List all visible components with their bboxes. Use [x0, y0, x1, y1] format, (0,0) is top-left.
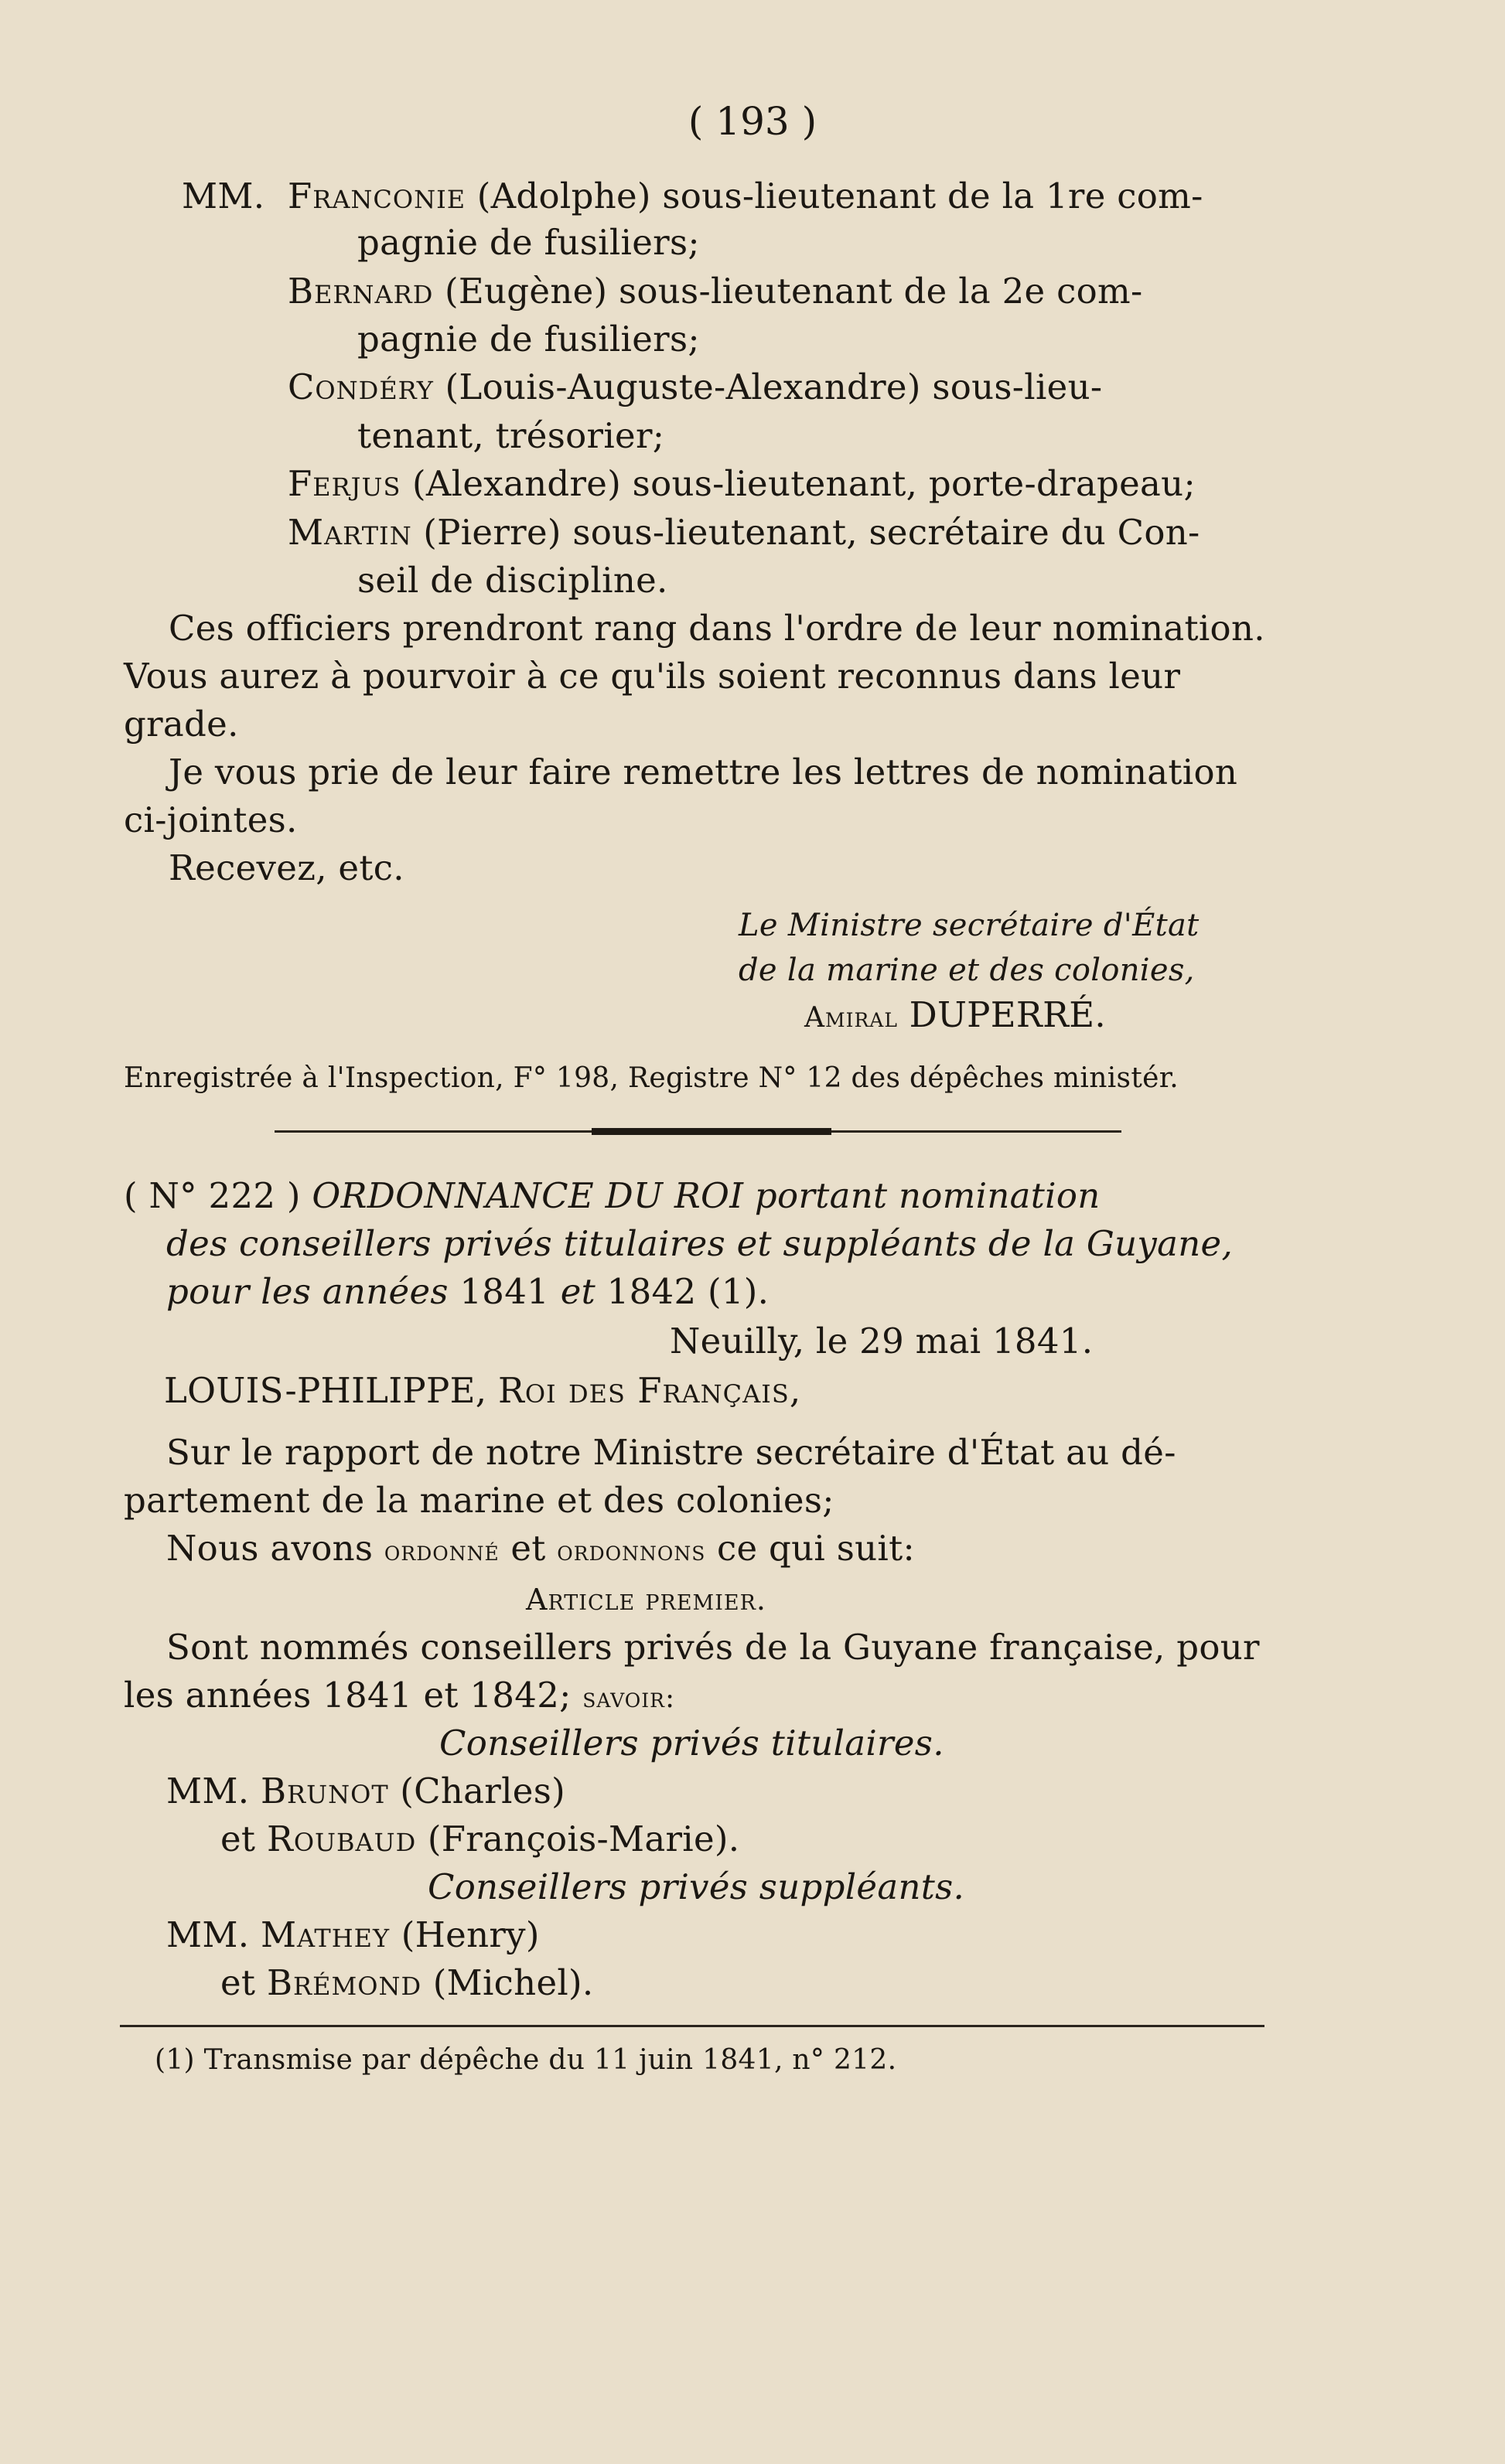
registration-note: Enregistrée à l'Inspection, F° 198, Registre N° 12 des dépêches ministér.	[124, 1062, 1179, 1094]
dateline: Neuilly, le 29 mai 1841.	[670, 1321, 1094, 1362]
officer-text: (Adolphe) sous-lieutenant de la 1re com-	[466, 176, 1203, 216]
officer-name: Ferjus	[288, 463, 401, 504]
officer-text: (Pierre) sous-lieutenant, secrétaire du Con-	[411, 512, 1200, 553]
signature-line: de la marine et des colonies,	[739, 953, 1195, 988]
paragraph-line: grade.	[124, 704, 239, 745]
paragraph-line: partement de la marine et des colonies;	[124, 1480, 834, 1521]
paragraph-line	[166, 1526, 915, 1574]
appointee-line	[220, 1961, 594, 2006]
text-part: et	[510, 1528, 546, 1569]
title-part: 1842 (1).	[606, 1271, 770, 1312]
signature-line: Le Ministre secrétaire d'État	[739, 908, 1200, 943]
text-part: savoir:	[582, 1682, 676, 1714]
officer-row	[288, 510, 1200, 555]
text-part: ordonnons	[557, 1535, 706, 1567]
officers-mm: MM.	[182, 176, 265, 216]
officer-row	[288, 269, 1142, 314]
subheading: Conseillers privés suppléants.	[428, 1866, 965, 1907]
officer-name: Martin	[288, 512, 412, 553]
paragraph-line: ci-jointes.	[124, 799, 298, 840]
text-part: les années 1841 et 1842;	[124, 1675, 572, 1716]
page-number: ( 193 )	[688, 99, 817, 144]
text-part: MM.	[166, 1770, 250, 1811]
king-title: Roi des Français,	[497, 1370, 802, 1411]
signature-name	[804, 993, 1106, 1041]
footnote: (1) Transmise par dépêche du 11 juin 1841, n° 212.	[155, 2044, 897, 2076]
appointee-line	[220, 1817, 739, 1862]
signature-title: Amiral	[804, 1002, 898, 1034]
ordonnance-heading	[124, 1174, 1101, 1218]
section-rule-center	[592, 1128, 831, 1135]
title-part: et	[560, 1271, 596, 1312]
officer-text: (Eugène) sous-lieutenant de la 2e com-	[433, 271, 1143, 312]
text-part: (Henry)	[390, 1914, 540, 1955]
title-part: 1841	[459, 1271, 550, 1312]
footnote-rule	[120, 2025, 1264, 2027]
paragraph-line	[124, 1673, 675, 1721]
king-line	[164, 1368, 801, 1413]
officer-cont: seil de discipline.	[357, 560, 668, 601]
text-part: et	[220, 1818, 256, 1859]
officer-row	[288, 462, 1196, 506]
text-part: (Charles)	[388, 1770, 565, 1811]
text-part: (Michel).	[421, 1962, 594, 2003]
text-part: ordonné	[384, 1535, 500, 1567]
paragraph-line: Vous aurez à pourvoir à ce qu'ils soient reconnus dans leur	[124, 656, 1181, 697]
officer-text: (Alexandre) sous-lieutenant, porte-drapeau;	[401, 463, 1196, 504]
paragraph-line: Sur le rapport de notre Ministre secrétaire d'État au dé-	[166, 1432, 1176, 1473]
officer-cont: pagnie de fusiliers;	[357, 319, 700, 360]
officer-row	[288, 174, 1203, 219]
article-heading: Article premier.	[526, 1583, 766, 1617]
officer-cont: tenant, trésorier;	[357, 415, 665, 456]
text-part: Nous avons	[166, 1528, 374, 1569]
officer-name: Franconie	[288, 176, 466, 216]
paragraph-line: Ces officiers prendront rang dans l'ordre de leur nomination.	[169, 608, 1265, 649]
subheading: Conseillers privés titulaires.	[439, 1723, 944, 1764]
text-part: ce qui suit:	[717, 1528, 915, 1569]
appointee-name: Roubaud	[266, 1818, 417, 1859]
officer-name: Condéry	[288, 366, 434, 407]
text-part: (François-Marie).	[416, 1818, 740, 1859]
ordonnance-number: ( N° 222 )	[124, 1175, 301, 1216]
appointee-name: Brémond	[266, 1962, 422, 2003]
officer-name: Bernard	[288, 271, 434, 312]
text-part: et	[220, 1962, 256, 2003]
officer-row	[288, 365, 1102, 410]
appointee-line	[166, 1769, 565, 1814]
king-name: LOUIS-PHILIPPE,	[164, 1370, 487, 1411]
paragraph-line: Recevez, etc.	[169, 847, 404, 888]
paragraph-line: Je vous prie de leur faire remettre les lettres de nomination	[169, 751, 1238, 792]
appointee-name: Mathey	[260, 1914, 391, 1955]
officer-text: (Louis-Auguste-Alexandre) sous-lieu-	[433, 366, 1103, 407]
officer-cont: pagnie de fusiliers;	[357, 222, 700, 263]
appointee-name: Brunot	[260, 1770, 389, 1811]
ordonnance-title: ORDONNANCE DU ROI portant nomination	[312, 1175, 1101, 1216]
signature-surname: DUPERRÉ.	[909, 994, 1107, 1035]
text-part: MM.	[166, 1914, 250, 1955]
ordonnance-title-line: des conseillers privés titulaires et suppléants de la Guyane,	[166, 1223, 1234, 1264]
paragraph-line: Sont nommés conseillers privés de la Guyane française, pour	[166, 1627, 1260, 1668]
appointee-line	[166, 1913, 540, 1958]
title-part: pour les années	[166, 1271, 449, 1312]
ordonnance-title-line	[166, 1269, 769, 1314]
